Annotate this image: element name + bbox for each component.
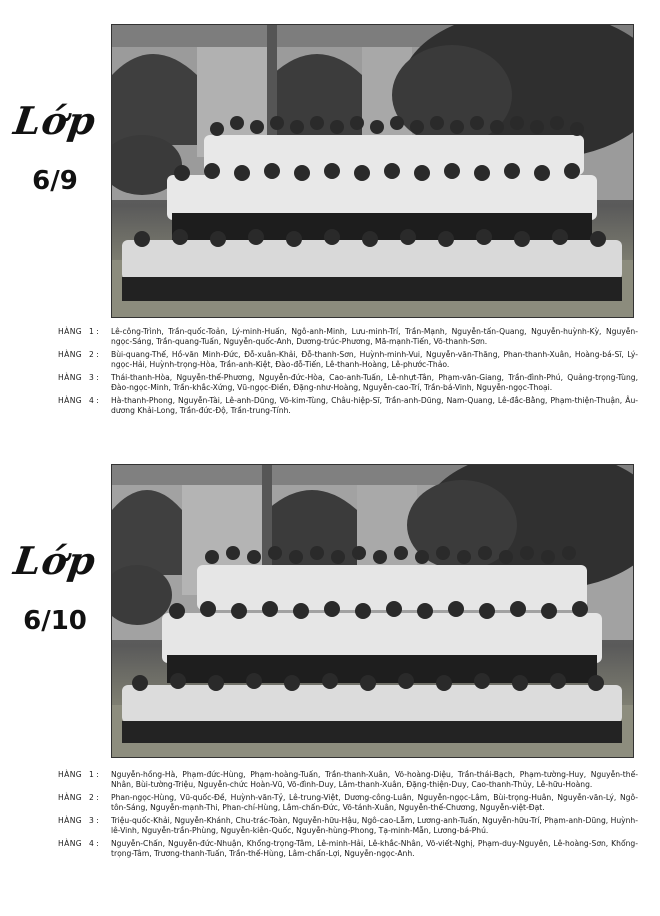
class-photo-image: [112, 25, 634, 318]
row-label: HÀNG: [58, 350, 83, 359]
row-number: 3 :: [89, 816, 99, 825]
class-label: [0, 98, 110, 196]
row-names: Hà-thanh-Phong, Nguyễn-Tài, Lê-anh-Dũng, Võ-kim-Tùng, Châu-hiệp-Sĩ, Trần-anh-Dũng, Nam-Quang, Lê-đắc-Bằng, Phạm-thiện-Thuận, Âu-dương Khải-Long, Trần-đức-Độ, Trần-trung-Tính.: [111, 396, 638, 415]
row-number: 2 :: [89, 350, 99, 359]
row-number: 1 :: [89, 770, 99, 779]
row-names: Triệu-quốc-Khải, Nguyễn-Khánh, Chu-trác-Toàn, Nguyễn-hữu-Hậu, Ngô-cao-Lẫm, Lương-anh-Tuấn, Nguyễn-hữu-Trí, Phạm-anh-Dũng, Huỳnh-lê-Vinh, Nguyễn-trần-Phùng, Nguyễn-kiên-Quốc, Nguyễn-hùng-Phong, Tạ-minh-Mẫn, Lương-bá-Phú.: [111, 816, 638, 835]
class-number: 6/10: [23, 606, 87, 636]
row-number: 2 :: [89, 793, 99, 802]
row-label: HÀNG: [58, 327, 83, 336]
class-label: [0, 538, 110, 636]
row-entry: [58, 793, 638, 813]
row-label: HÀNG: [58, 839, 83, 848]
row-label: HÀNG: [58, 770, 83, 779]
class-photo: [111, 24, 634, 318]
row-entry: [58, 373, 638, 393]
row-label: HÀNG: [58, 793, 83, 802]
row-label: HÀNG: [58, 396, 83, 405]
name-list: [58, 770, 638, 862]
class-photo-image: [112, 465, 634, 758]
row-names: Lê-công-Trình, Trần-quốc-Toản, Lý-minh-Huấn, Ngô-anh-Minh, Lưu-minh-Trí, Trần-Mạnh, Nguyễn-tấn-Quang, Nguyễn-huỳnh-Kỳ, Nguyễn-ngọc-Sáng, Trần-quang-Tuấn, Nguyễn-quốc-Anh, Dương-trúc-Phương, Mã-mạnh-Tiến, Võ-thanh-Sơn.: [111, 327, 638, 346]
row-names: Thái-thanh-Hòa, Nguyễn-thế-Phương, Nguyễn-đức-Hòa, Cao-anh-Tuấn, Lê-nhựt-Tân, Phạm-văn-Giang, Trần-đình-Phú, Quảng-trọng-Tùng, Đào-ngọc-Minh, Trần-khắc-Xứng, Vũ-ngọc-Điền, Đặng-như-Hoàng, Nguyễn-cao-Trí, Trần-bá-Vinh, Nguyễn-ngọc-Thoại.: [111, 373, 638, 392]
class-word: Lớp: [11, 538, 100, 583]
class-word: Lớp: [11, 98, 100, 143]
class-section-6-10: [0, 460, 660, 916]
row-number: 1 :: [89, 327, 99, 336]
row-label: HÀNG: [58, 816, 83, 825]
row-entry: [58, 350, 638, 370]
class-number: 6/9: [32, 166, 78, 196]
row-names: Nguyễn-Chấn, Nguyễn-đức-Nhuận, Khổng-trọng-Tâm, Lê-minh-Hải, Lê-khắc-Nhân, Võ-viết-Nghị, Phạm-duy-Nguyên, Lê-hoàng-Sơn, Khổng-trọng-Tâm, Trương-thanh-Tuấn, Trần-thế-Hùng, Lâm-chấn-Lợi, Nguyễn-ngọc-Anh.: [111, 839, 638, 858]
row-entry: [58, 327, 638, 347]
row-entry: [58, 396, 638, 416]
row-number: 4 :: [89, 839, 99, 848]
row-entry: [58, 816, 638, 836]
row-number: 4 :: [89, 396, 99, 405]
row-names: Nguyễn-hồng-Hà, Phạm-đức-Hùng, Phạm-hoàng-Tuấn, Trần-thanh-Xuân, Võ-hoàng-Diệu, Trần-thái-Bạch, Phạm-tường-Huy, Nguyễn-thế-Nhân, Bùi-tường-Triệu, Nguyễn-chức Hoàn-Vũ, Võ-đình-Duy, Lâm-thanh-Xuân, Đặng-thiện-Duy, Cao-thanh-Thủy, Lê-hữu-Hoàng.: [111, 770, 638, 789]
row-label: HÀNG: [58, 373, 83, 382]
row-names: Phan-ngọc-Hùng, Vũ-quốc-Đề, Huỳnh-văn-Tỷ, Lê-trung-Việt, Dương-công-Luân, Nguyễn-ngọc-Lâm, Bùi-trọng-Huân, Nguyễn-văn-Lý, Ngô-tôn-Sáng, Nguyễn-mạnh-Thi, Phan-chí-Hùng, Lâm-chấn-Đức, Võ-tánh-Xuân, Nguyễn-thế-Chương, Nguyễn-việt-Đạt.: [111, 793, 638, 812]
row-names: Bùi-quang-Thế, Hồ-văn Minh-Đức, Đỗ-xuân-Khải, Đỗ-thanh-Sơn, Huỳnh-minh-Vui, Nguyễn-văn-Thăng, Phan-thanh-Xuân, Hoàng-bá-Sĩ, Lý-ngọc-Hải, Huỳnh-trọng-Hòa, Trần-anh-Kiệt, Đào-đỗ-Tiến, Lê-thanh-Hoàng, Lê-phước-Thảo.: [111, 350, 638, 369]
row-entry: [58, 770, 638, 790]
class-photo: [111, 464, 634, 758]
row-entry: [58, 839, 638, 859]
row-number: 3 :: [89, 373, 99, 382]
name-list: [58, 327, 638, 419]
